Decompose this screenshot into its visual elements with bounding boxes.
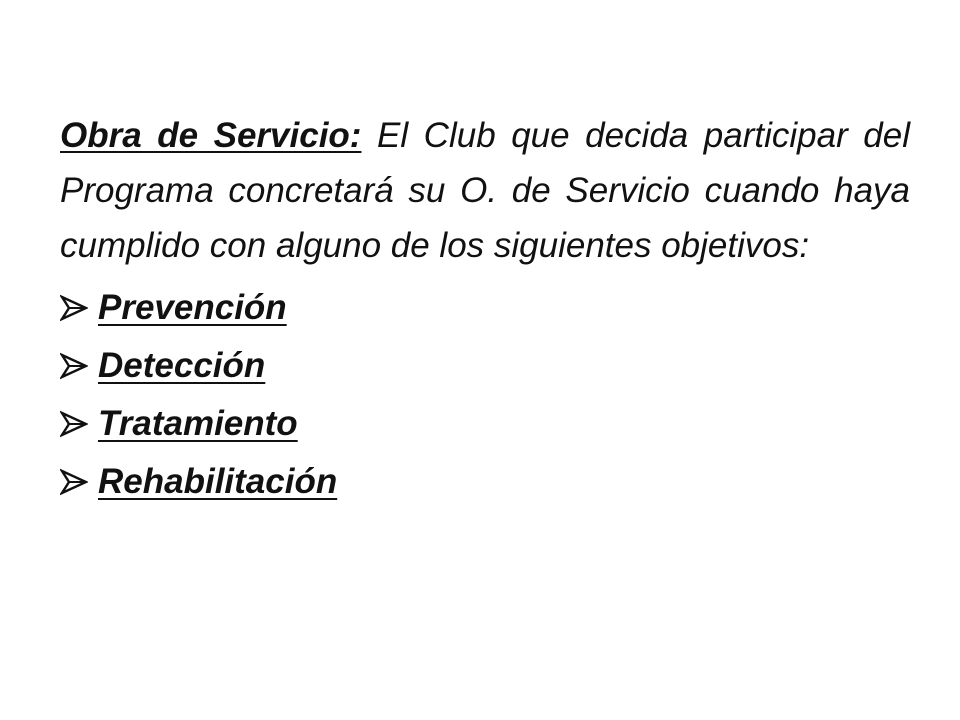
objective-item-deteccion	[60, 337, 910, 395]
slide-content	[60, 108, 910, 511]
objective-label: Tratamiento	[98, 404, 298, 443]
objective-item-prevencion	[60, 279, 910, 337]
objective-label: Prevención	[98, 288, 287, 327]
arrowhead-bullet-icon	[60, 409, 88, 439]
objective-label: Rehabilitación	[98, 462, 338, 501]
objective-label: Detección	[98, 346, 266, 385]
arrowhead-bullet-icon	[60, 467, 88, 497]
intro-body: El Club que decida participar del Programa concretará su O. de Servicio cuando haya cumplido con alguno de los siguientes objetivos:	[60, 116, 911, 265]
arrowhead-bullet-icon	[60, 293, 88, 323]
objective-item-tratamiento	[60, 395, 910, 453]
intro-heading: Obra de Servicio:	[60, 116, 362, 155]
intro-paragraph	[60, 108, 910, 273]
arrowhead-bullet-icon	[60, 351, 88, 381]
objectives-list	[60, 279, 910, 511]
objective-item-rehabilitacion	[60, 453, 910, 511]
